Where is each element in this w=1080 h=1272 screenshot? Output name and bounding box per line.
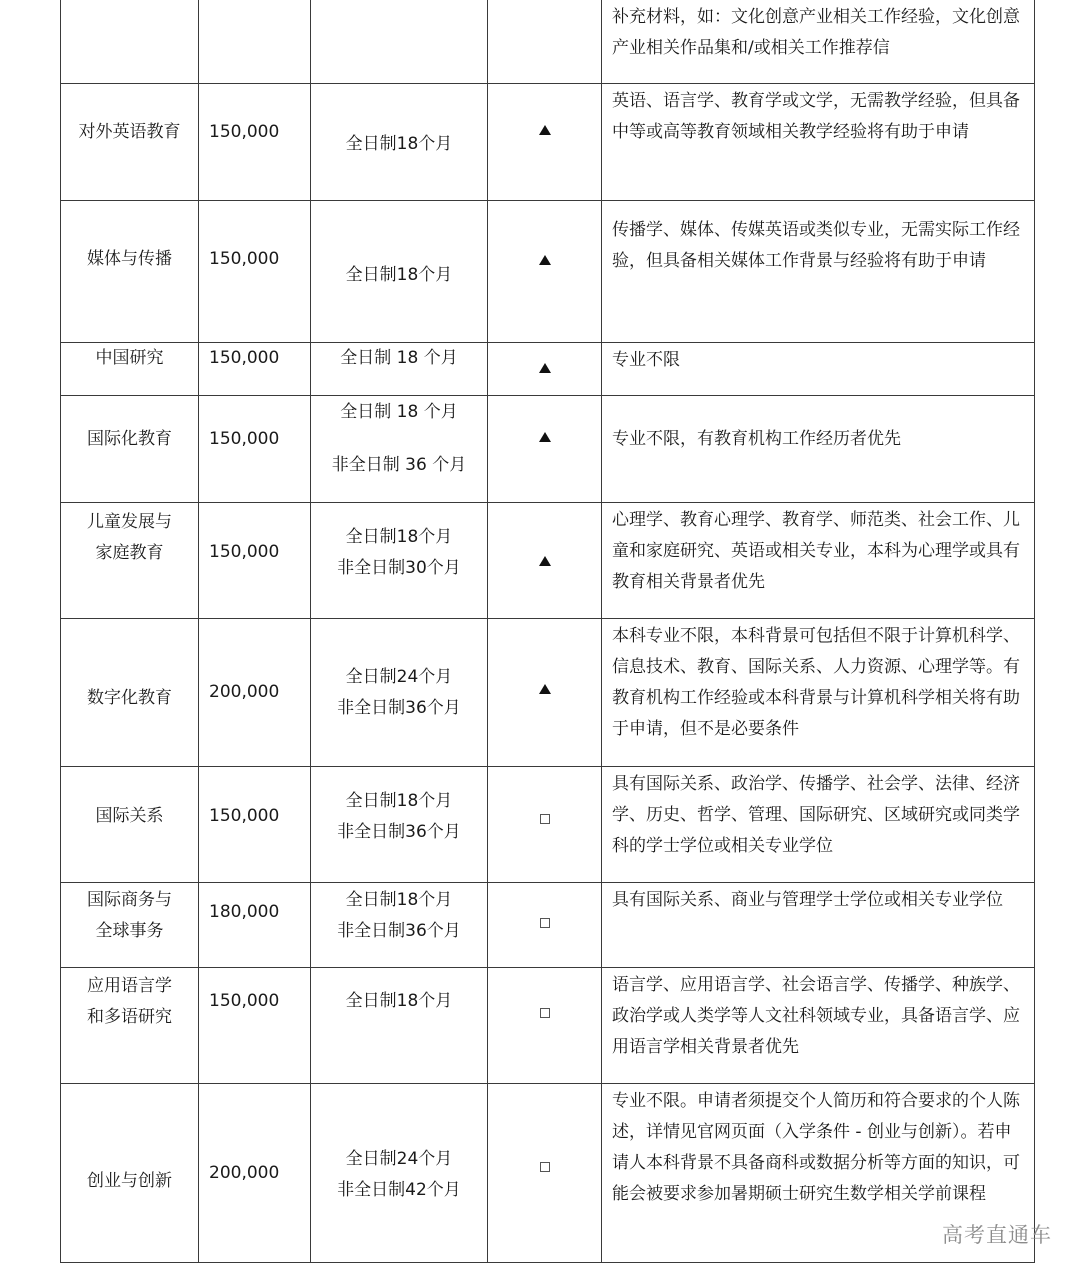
duration-part-time: 非全日制36个月: [337, 921, 461, 941]
mark-cell: [488, 1084, 602, 1263]
table-row: [61, 619, 1035, 767]
mark-cell: [488, 0, 602, 84]
duration-cell: [311, 968, 488, 1084]
tuition-fee-cell: [199, 0, 311, 84]
table-row: [61, 503, 1035, 619]
requirement-text: 专业不限: [612, 350, 680, 370]
box-marker-icon: [540, 814, 550, 824]
program-name-cell: [61, 503, 199, 619]
duration-full-time: 全日制18个月: [345, 991, 453, 1011]
table-row: [61, 883, 1035, 968]
requirement-text: 专业不限，有教育机构工作经历者优先: [612, 428, 901, 449]
table-row: [61, 396, 1035, 503]
tuition-fee: 150,000: [209, 249, 280, 269]
duration-cell: [311, 1084, 488, 1263]
mark-cell: [488, 201, 602, 343]
tuition-fee: 150,000: [209, 348, 280, 368]
mark-cell: [488, 767, 602, 883]
tuition-fee: 150,000: [209, 542, 280, 562]
box-marker-icon: [540, 1008, 550, 1018]
duration-cell: [311, 201, 488, 343]
requirement-cell: [602, 503, 1035, 619]
program-name: 对外英语教育: [78, 121, 181, 142]
mark-cell: [488, 968, 602, 1084]
program-name-cell: [61, 968, 199, 1084]
tuition-fee-cell: [199, 201, 311, 343]
requirement-cell: [602, 201, 1035, 343]
tuition-fee: 200,000: [209, 1162, 280, 1183]
tuition-fee: 180,000: [209, 902, 280, 922]
duration-cell: [311, 619, 488, 767]
table-row: [61, 84, 1035, 201]
tuition-fee-cell: [199, 767, 311, 883]
triangle-marker-icon: [539, 432, 551, 442]
program-name-line-1: 国际商务与: [87, 890, 172, 910]
requirement-cell: [602, 396, 1035, 503]
watermark-text: 高考直通车: [942, 1223, 1052, 1247]
tuition-fee: 150,000: [209, 991, 280, 1011]
program-name: 创业与创新: [87, 1170, 172, 1191]
requirement-cell: [602, 968, 1035, 1084]
program-name-line-2: 家庭教育: [95, 543, 164, 563]
mark-cell: [488, 883, 602, 968]
mark-cell: [488, 84, 602, 201]
program-name-cell: [61, 619, 199, 767]
mark-cell: [488, 503, 602, 619]
table-row: [61, 201, 1035, 343]
triangle-marker-icon: [539, 125, 551, 135]
tuition-fee-cell: [199, 619, 311, 767]
program-name: 中国研究: [95, 348, 164, 368]
duration-full-time: 全日制18个月: [345, 526, 453, 547]
duration-part-time: 非全日制30个月: [337, 557, 461, 578]
tuition-fee: 200,000: [209, 682, 280, 702]
program-name-cell: [61, 84, 199, 201]
program-name-line-1: 儿童发展与: [87, 512, 172, 532]
requirement-text: 补充材料，如：文化创意产业相关工作经验，文化创意产业相关作品集和/或相关工作推荐信: [612, 7, 1020, 58]
program-name: 数字化教育: [87, 688, 172, 708]
duration-part-time: 非全日制 36 个月: [331, 455, 467, 475]
program-name-cell: [61, 396, 199, 503]
requirement-text: 具有国际关系、商业与管理学士学位或相关专业学位: [612, 890, 1003, 910]
duration-full-time: 全日制18个月: [345, 790, 453, 811]
duration-full-time: 全日制18个月: [345, 890, 453, 910]
program-name-line-2: 全球事务: [95, 921, 164, 941]
program-name-cell: [61, 201, 199, 343]
duration-full-time: 全日制24个月: [345, 666, 453, 687]
program-name: 媒体与传播: [87, 249, 172, 269]
duration-part-time: 非全日制42个月: [337, 1180, 461, 1200]
duration-cell: [311, 343, 488, 396]
program-name-cell: [61, 767, 199, 883]
duration-part-time: 非全日制36个月: [337, 697, 461, 718]
duration-full-time: 全日制 18 个月: [340, 402, 458, 422]
duration-full-time: 全日制 18 个月: [340, 348, 458, 368]
duration-part-time: 非全日制36个月: [337, 821, 461, 842]
duration-full-time: 全日制18个月: [345, 265, 453, 285]
tuition-fee-cell: [199, 343, 311, 396]
program-name: 国际化教育: [87, 428, 172, 449]
duration-cell: [311, 0, 488, 84]
duration-cell: [311, 84, 488, 201]
mark-cell: [488, 343, 602, 396]
table-row: [61, 0, 1035, 84]
requirement-text: 本科专业不限，本科背景可包括但不限于计算机科学、信息技术、教育、国际关系、人力资源、心理学等。有教育机构工作经验或本科背景与计算机科学相关将有助于申请，但不是必要条件: [612, 626, 1020, 739]
program-name-cell: [61, 0, 199, 84]
mark-cell: [488, 619, 602, 767]
triangle-marker-icon: [539, 684, 551, 694]
requirement-text: 心理学、教育心理学、教育学、师范类、社会工作、儿童和家庭研究、英语或相关专业，本科为心理学或具有教育相关背景者优先: [612, 510, 1020, 592]
box-marker-icon: [540, 1162, 550, 1172]
tuition-fee: 150,000: [209, 806, 280, 826]
tuition-fee-cell: [199, 396, 311, 503]
triangle-marker-icon: [539, 556, 551, 566]
program-name-cell: [61, 1084, 199, 1263]
program-name: 国际关系: [95, 806, 164, 826]
duration-cell: [311, 503, 488, 619]
tuition-fee: 150,000: [209, 121, 280, 142]
requirement-cell: [602, 343, 1035, 396]
triangle-marker-icon: [539, 255, 551, 265]
requirement-cell: [602, 767, 1035, 883]
table-row: [61, 968, 1035, 1084]
duration-cell: [311, 883, 488, 968]
requirement-text: 专业不限。申请者须提交个人简历和符合要求的个人陈述，详情见官网页面（入学条件 - 创业与创新）。若申请人本科背景不具备商科或数据分析等方面的知识，可能会被要求参加暑期硕士研究生数学相关学前课程: [612, 1091, 1020, 1204]
table-row: [61, 767, 1035, 883]
duration-cell: [311, 767, 488, 883]
tuition-fee-cell: [199, 968, 311, 1084]
tuition-fee-cell: [199, 84, 311, 201]
requirement-text: 英语、语言学、教育学或文学，无需教学经验，但具备中等或高等教育领域相关教学经验将有助于申请: [612, 91, 1020, 142]
requirement-text: 具有国际关系、政治学、传播学、社会学、法律、经济学、历史、哲学、管理、国际研究、区域研究或同类学科的学士学位或相关专业学位: [612, 774, 1020, 856]
requirement-cell: [602, 0, 1035, 84]
duration-full-time: 全日制24个月: [345, 1149, 453, 1169]
table-row: [61, 343, 1035, 396]
duration-full-time: 全日制18个月: [345, 133, 453, 154]
tuition-fee: 150,000: [209, 428, 280, 449]
requirement-cell: [602, 619, 1035, 767]
program-name-cell: [61, 343, 199, 396]
requirement-cell: [602, 84, 1035, 201]
mark-cell: [488, 396, 602, 503]
program-name-line-1: 应用语言学: [87, 976, 172, 996]
table-row: [61, 1084, 1035, 1263]
program-name-cell: [61, 883, 199, 968]
triangle-marker-icon: [539, 363, 551, 373]
tuition-fee-cell: [199, 1084, 311, 1263]
requirement-text: 语言学、应用语言学、社会语言学、传播学、种族学、政治学或人类学等人文社科领域专业，具备语言学、应用语言学相关背景者优先: [612, 975, 1020, 1057]
requirement-cell: [602, 883, 1035, 968]
requirement-text: 传播学、媒体、传媒英语或类似专业，无需实际工作经验，但具备相关媒体工作背景与经验将有助于申请: [612, 220, 1020, 271]
box-marker-icon: [540, 918, 550, 928]
duration-cell: [311, 396, 488, 503]
tuition-fee-cell: [199, 503, 311, 619]
program-name-line-2: 和多语研究: [87, 1007, 172, 1027]
tuition-fee-cell: [199, 883, 311, 968]
programs-table: [60, 0, 1035, 1263]
